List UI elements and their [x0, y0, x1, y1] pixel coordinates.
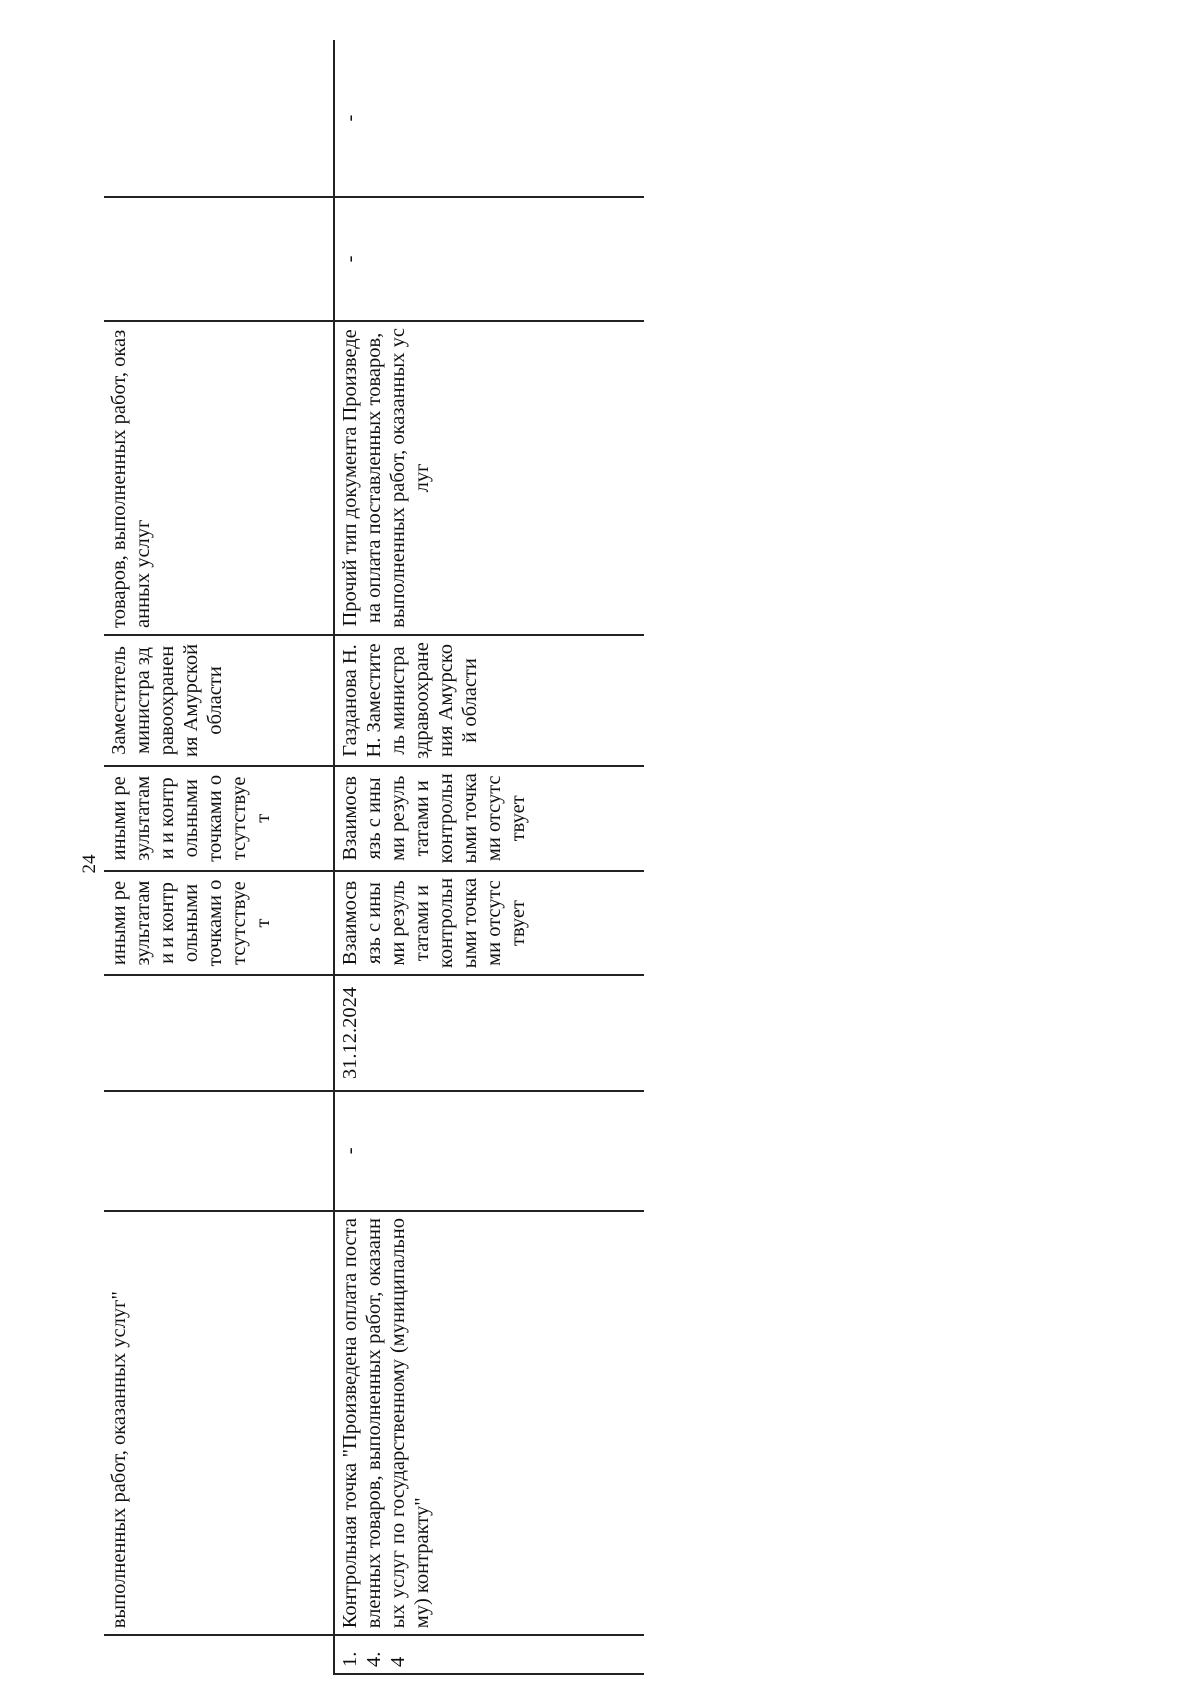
cell-col-f: Прочий тип документа Произведена оплата поставленных товаров, выполненных работ, оказанных услуг — [334, 321, 644, 635]
cell-col-b: 31.12.2024 — [334, 975, 644, 1090]
cell-col-h — [104, 40, 334, 197]
cell-number — [104, 1635, 334, 1674]
cell-col-h: - — [334, 40, 644, 197]
rotated-table-container — [104, 40, 644, 1675]
cell-col-a: - — [334, 1091, 644, 1211]
cell-col-f: товаров, выполненных работ, оказанных услуг — [104, 321, 334, 635]
page-number: 24 — [79, 854, 100, 874]
cell-col-d: иными результатами и контрольными точками отсутствует — [104, 766, 334, 871]
cell-number: 1.4.4 — [334, 1635, 644, 1674]
cell-name: Контрольная точка "Произведена оплата поставленных товаров, выполненных работ, оказанных услуг по государственному (муниципальному) контракту" — [334, 1211, 644, 1635]
cell-col-g — [104, 197, 334, 321]
cell-col-c: Взаимосвязь с иными результатами и контрольными точками отсутствует — [334, 871, 644, 976]
table-row — [104, 40, 334, 1674]
cell-col-e: Газданова Н.Н. Заместитель министра здравоохранения Амурской области — [334, 635, 644, 766]
cell-col-g: - — [334, 197, 644, 321]
cell-col-b — [104, 975, 334, 1090]
table-row — [334, 40, 644, 1674]
cell-name: выполненных работ, оказанных услуг" — [104, 1211, 334, 1635]
cell-col-c: иными результатами и контрольными точками отсутствует — [104, 871, 334, 976]
cell-col-d: Взаимосвязь с иными результатами и контрольными точками отсутствует — [334, 766, 644, 871]
data-table — [104, 40, 644, 1675]
cell-col-e: Заместитель министра здравоохранения Амурской области — [104, 635, 334, 766]
cell-col-a — [104, 1091, 334, 1211]
